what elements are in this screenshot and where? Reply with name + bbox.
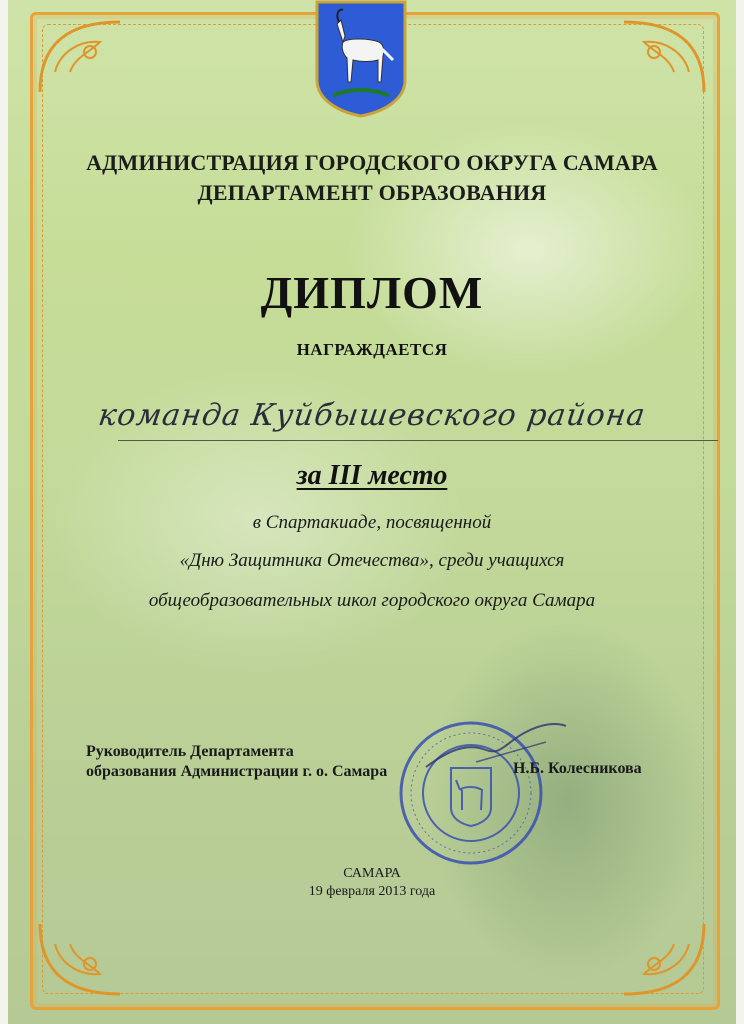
header-line-2: ДЕПАРТАМЕНТ ОБРАЗОВАНИЯ [197, 180, 547, 205]
awarded-label: НАГРАЖДАЕТСЯ [296, 340, 448, 359]
corner-ornament-bottom-right [604, 914, 714, 1004]
diploma-sheet [8, 0, 736, 1024]
footer-city: САМАРА [343, 866, 401, 881]
signatory-position-line-2: образования Администрации г. о. Самара [86, 763, 388, 780]
recipient-underline [118, 440, 718, 441]
corner-ornament-top-right [604, 12, 714, 102]
recipient-handwritten: команда Куйбышевского района [96, 398, 648, 433]
samara-coat-of-arms-icon [313, 0, 409, 118]
header-line-1: АДМИНИСТРАЦИЯ ГОРОДСКОГО ОКРУГА САМАРА [86, 150, 658, 175]
diploma-title: ДИПЛОМ [260, 267, 484, 318]
description-line-3: общеобразовательных школ городского округа Самара [148, 590, 596, 611]
corner-ornament-bottom-left [30, 914, 140, 1004]
signatory-name: Н.Б. Колесникова [513, 760, 642, 777]
signatory-position [86, 742, 387, 782]
description-line-1: в Спартакиаде, посвященной [252, 512, 492, 533]
place-awarded: за III место [296, 460, 448, 491]
description-line-2: «Дню Защитника Отечества», среди учащихся [179, 550, 565, 571]
corner-ornament-top-left [30, 12, 140, 102]
signatory-position-line-1: Руководитель Департамента [86, 743, 294, 760]
footer-date: 19 февраля 2013 года [308, 884, 436, 899]
